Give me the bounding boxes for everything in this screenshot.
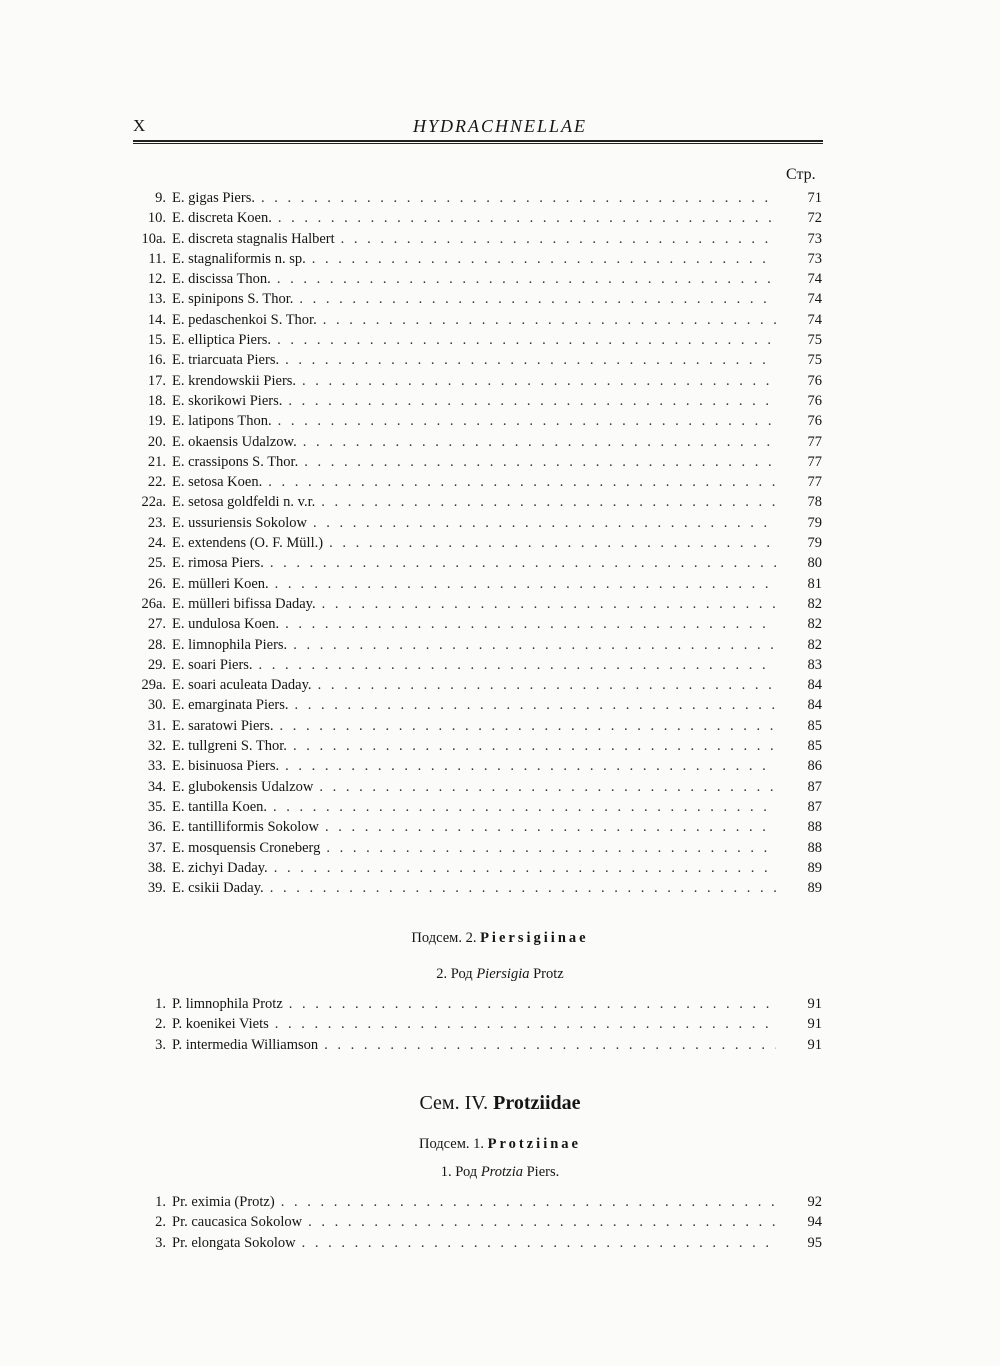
dot-leader <box>312 249 776 269</box>
entry-page: 92 <box>807 1194 822 1210</box>
toc-entry <box>130 614 822 634</box>
toc-entry <box>130 289 822 309</box>
entry-name: E. setosa Koen. <box>172 474 263 491</box>
entry-number: 10. <box>147 210 166 227</box>
dot-leader <box>259 655 776 675</box>
entry-name: E. elliptica Piers. <box>172 332 272 349</box>
entry-number: 37. <box>147 839 166 856</box>
dot-leader <box>285 756 776 776</box>
entry-number: 2. <box>155 1214 166 1231</box>
toc-entry <box>130 878 822 898</box>
entry-page: 85 <box>807 717 822 734</box>
entry-page: 72 <box>807 210 822 227</box>
subfamily-heading-1 <box>0 1136 1000 1153</box>
entry-name: E. latipons Thon. <box>172 413 272 430</box>
entry-number: 29. <box>147 656 166 673</box>
dot-leader <box>322 594 776 614</box>
entry-page: 77 <box>807 474 822 491</box>
toc-entry <box>130 513 822 533</box>
entry-page: 91 <box>807 1016 822 1033</box>
entry-name: E. discreta stagnalis Halbert <box>172 230 335 247</box>
entry-number: 34. <box>147 778 166 795</box>
toc-entry <box>130 249 822 269</box>
entry-number: 39. <box>147 880 166 897</box>
dot-leader <box>268 472 776 492</box>
entry-number: 26a. <box>141 595 166 612</box>
entry-name: E. crassipons S. Thor. <box>172 453 299 470</box>
dot-leader <box>279 716 776 736</box>
entry-number: 28. <box>147 636 166 653</box>
dot-leader <box>325 817 776 837</box>
entry-name: E. mosquensis Croneberg <box>172 839 321 856</box>
entry-number: 19. <box>147 413 166 430</box>
header-rule <box>133 140 823 144</box>
entry-number: 13. <box>147 291 166 308</box>
toc-entry <box>130 635 822 655</box>
dot-leader <box>289 994 776 1014</box>
entry-name: E. bisinuosa Piers. <box>172 758 280 775</box>
dot-leader <box>326 838 776 858</box>
entry-number: 35. <box>147 798 166 815</box>
entry-name: E. spinipons S. Thor. <box>172 291 294 308</box>
entry-number: 26. <box>147 575 166 592</box>
entry-number: 22. <box>147 474 166 491</box>
entry-number: 2. <box>155 1016 166 1033</box>
dot-leader <box>281 1192 776 1212</box>
entry-page: 82 <box>807 616 822 633</box>
subfamily-name: Protziinae <box>487 1136 581 1152</box>
toc-entry <box>130 229 822 249</box>
entry-name: P. limnophila Protz <box>172 996 283 1012</box>
dot-leader <box>277 269 776 289</box>
entry-page: 75 <box>807 332 822 349</box>
toc-entry <box>130 594 822 614</box>
entry-name: E. mülleri bifissa Daday. <box>172 595 316 612</box>
entry-name: E. setosa goldfeldi n. v.r. <box>172 494 316 511</box>
toc-entry <box>130 655 822 675</box>
entry-number: 27. <box>147 616 166 633</box>
dot-leader <box>278 411 776 431</box>
toc-entry <box>130 1233 822 1253</box>
toc-entry <box>130 736 822 756</box>
entry-page: 87 <box>807 778 822 795</box>
entry-name: E. zichyi Daday. <box>172 859 268 876</box>
entry-name: E. soari Piers. <box>172 656 253 673</box>
entry-page: 86 <box>807 758 822 775</box>
entry-page: 88 <box>807 839 822 856</box>
entry-page: 85 <box>807 738 822 755</box>
dot-leader <box>285 614 776 634</box>
entry-name: E. limnophila Piers. <box>172 636 288 653</box>
entry-number: 15. <box>147 332 166 349</box>
entry-page: 76 <box>807 392 822 409</box>
dot-leader <box>313 513 776 533</box>
entry-page: 82 <box>807 595 822 612</box>
entry-name: E. extendens (O. F. Müll.) <box>172 535 324 552</box>
family-heading <box>0 1092 1000 1115</box>
entry-number: 33. <box>147 758 166 775</box>
genus-name: Protzia <box>480 1164 523 1180</box>
entry-number: 18. <box>147 392 166 409</box>
toc-entry <box>130 756 822 776</box>
subfamily-heading-2 <box>0 930 1000 947</box>
dot-leader <box>321 492 776 512</box>
dot-leader <box>278 208 776 228</box>
entry-page: 79 <box>807 535 822 552</box>
entry-number: 36. <box>147 819 166 836</box>
entry-name: E. mülleri Koen. <box>172 575 269 592</box>
family-name: Protziidae <box>493 1092 581 1114</box>
entry-number: 30. <box>147 697 166 714</box>
entry-page: 79 <box>807 514 822 531</box>
entry-number: 22a. <box>141 494 166 511</box>
entry-name: E. saratowi Piers. <box>172 717 274 734</box>
genus-prefix: 2. Род <box>436 966 473 982</box>
toc-entry <box>130 838 822 858</box>
entry-page: 76 <box>807 413 822 430</box>
entry-page: 89 <box>807 880 822 897</box>
dot-leader <box>304 452 776 472</box>
toc-entry <box>130 492 822 512</box>
toc-entry <box>130 330 822 350</box>
dot-leader <box>275 574 776 594</box>
dot-leader <box>302 1233 776 1253</box>
entry-name: E. pedaschenkoi S. Thor. <box>172 311 317 328</box>
genus-author: Protz <box>533 966 564 982</box>
entry-page: 91 <box>807 1036 822 1053</box>
page-column-label: Стр. <box>786 166 816 183</box>
toc-entry <box>130 1192 822 1212</box>
entry-name: E. krendowskii Piers. <box>172 372 297 389</box>
dot-leader <box>323 310 776 330</box>
dot-leader <box>273 797 776 817</box>
toc-entry <box>130 188 822 208</box>
entry-page: 74 <box>807 311 822 328</box>
subfamily-prefix: Подсем. 2. <box>411 930 477 946</box>
entry-page: 84 <box>807 697 822 714</box>
toc-entry <box>130 1035 822 1055</box>
entry-number: 14. <box>147 311 166 328</box>
entry-name: E. soari aculeata Daday. <box>172 677 312 694</box>
toc-entry <box>130 1212 822 1232</box>
toc-entry <box>130 777 822 797</box>
entry-name: E. emarginata Piers. <box>172 697 289 714</box>
toc-entry <box>130 411 822 431</box>
entry-number: 23. <box>147 514 166 531</box>
toc-entry <box>130 269 822 289</box>
entry-number: 29a. <box>141 677 166 694</box>
toc-entry <box>130 432 822 452</box>
entry-number: 11. <box>148 250 166 267</box>
toc-entry <box>130 675 822 695</box>
entry-page: 78 <box>807 494 822 511</box>
dot-leader <box>270 878 776 898</box>
page-number-roman: X <box>133 116 146 135</box>
dot-leader <box>319 777 776 797</box>
entry-page: 89 <box>807 859 822 876</box>
entry-page: 81 <box>807 575 822 592</box>
entry-page: 87 <box>807 798 822 815</box>
entry-name: E. tantilliformis Sokolow <box>172 819 320 836</box>
dot-leader <box>285 350 776 370</box>
toc-entry <box>130 817 822 837</box>
entry-name: E. skorikowi Piers. <box>172 392 283 409</box>
entry-page: 73 <box>807 230 822 247</box>
genus-prefix: 1. Род <box>440 1164 478 1180</box>
entry-page: 94 <box>807 1214 822 1231</box>
entry-number: 1. <box>155 996 166 1012</box>
toc-entry <box>130 797 822 817</box>
entry-number: 38. <box>147 859 166 876</box>
toc-entry <box>130 1014 822 1034</box>
entry-name: E. discreta Koen. <box>172 210 272 227</box>
toc-entry <box>130 472 822 492</box>
entry-number: 16. <box>147 352 166 369</box>
entry-page: 71 <box>807 190 822 206</box>
toc-entry <box>130 553 822 573</box>
entry-number: 25. <box>147 555 166 572</box>
entry-page: 73 <box>807 250 822 267</box>
entry-name: P. koenikei Viets <box>172 1016 269 1033</box>
genus-heading-2 <box>0 966 1000 983</box>
entry-name: E. undulosa Koen. <box>172 616 280 633</box>
entry-name: Pr. eximia (Protz) <box>172 1194 275 1210</box>
family-prefix: Сем. IV. <box>419 1092 489 1114</box>
entry-name: E. stagnaliformis n. sp. <box>172 250 306 267</box>
entry-page: 95 <box>807 1234 822 1251</box>
entry-name: E. triarcuata Piers. <box>172 352 280 369</box>
genus-name: Piersigia <box>476 966 530 982</box>
dot-leader <box>341 229 776 249</box>
dot-leader <box>295 695 776 715</box>
genus-author: Piers. <box>526 1164 560 1180</box>
entry-name: P. intermedia Williamson <box>172 1036 319 1053</box>
toc-entry <box>130 574 822 594</box>
toc-entry <box>130 858 822 878</box>
dot-leader <box>288 391 776 411</box>
entry-page: 82 <box>807 636 822 653</box>
entry-number: 31. <box>147 717 166 734</box>
entry-number: 24. <box>147 535 166 552</box>
dot-leader <box>302 371 776 391</box>
entry-number: 17. <box>147 372 166 389</box>
dot-leader <box>293 736 776 756</box>
entry-page: 84 <box>807 677 822 694</box>
toc-entry <box>130 994 822 1014</box>
dot-leader <box>274 858 776 878</box>
toc-entry <box>130 310 822 330</box>
entry-page: 88 <box>807 819 822 836</box>
entry-number: 12. <box>147 271 166 288</box>
entry-name: E. glubokensis Udalzow <box>172 778 314 795</box>
entry-name: E. csikii Daday. <box>172 880 264 897</box>
entry-page: 75 <box>807 352 822 369</box>
entry-name: E. tullgreni S. Thor. <box>172 738 287 755</box>
entry-number: 3. <box>155 1036 166 1053</box>
dot-leader <box>293 635 776 655</box>
subfamily-prefix: Подсем. 1. <box>418 1136 485 1152</box>
dot-leader <box>270 553 776 573</box>
dot-leader <box>308 1212 776 1232</box>
dot-leader <box>299 289 776 309</box>
dot-leader <box>318 675 776 695</box>
toc-list-2 <box>130 994 822 1055</box>
entry-name: Pr. caucasica Sokolow <box>172 1214 303 1231</box>
dot-leader <box>261 188 776 208</box>
entry-page: 80 <box>807 555 822 572</box>
entry-number: 20. <box>147 433 166 450</box>
entry-page: 74 <box>807 271 822 288</box>
toc-entry <box>130 391 822 411</box>
entry-number: 9. <box>155 190 166 206</box>
entry-number: 21. <box>147 453 166 470</box>
dot-leader <box>277 330 776 350</box>
dot-leader <box>275 1014 776 1034</box>
entry-name: Pr. elongata Sokolow <box>172 1234 296 1251</box>
toc-list-1 <box>130 188 822 898</box>
entry-name: E. rimosa Piers. <box>172 555 264 572</box>
toc-entry <box>130 452 822 472</box>
entry-page: 83 <box>807 656 822 673</box>
entry-number: 10a. <box>141 230 166 247</box>
entry-name: E. gigas Piers. <box>172 190 255 206</box>
toc-list-3 <box>130 1192 822 1253</box>
entry-name: E. tantilla Koen. <box>172 798 268 815</box>
toc-entry <box>130 208 822 228</box>
toc-entry <box>130 716 822 736</box>
entry-number: 3. <box>155 1234 166 1251</box>
toc-entry <box>130 350 822 370</box>
toc-entry <box>130 371 822 391</box>
entry-name: E. discissa Thon. <box>172 271 271 288</box>
entry-page: 91 <box>807 996 822 1012</box>
genus-heading-1 <box>0 1164 1000 1181</box>
toc-entry <box>130 533 822 553</box>
entry-page: 77 <box>807 433 822 450</box>
entry-page: 74 <box>807 291 822 308</box>
entry-name: E. ussuriensis Sokolow <box>172 514 307 531</box>
entry-page: 77 <box>807 453 822 470</box>
entry-page: 76 <box>807 372 822 389</box>
dot-leader <box>329 533 776 553</box>
entry-name: E. okaensis Udalzow. <box>172 433 297 450</box>
entry-number: 32. <box>147 738 166 755</box>
subfamily-name: Piersigiinae <box>480 930 589 946</box>
dot-leader <box>324 1035 776 1055</box>
running-title: HYDRACHNELLAE <box>412 116 588 136</box>
dot-leader <box>303 432 776 452</box>
toc-entry <box>130 695 822 715</box>
entry-number: 1. <box>155 1194 166 1210</box>
